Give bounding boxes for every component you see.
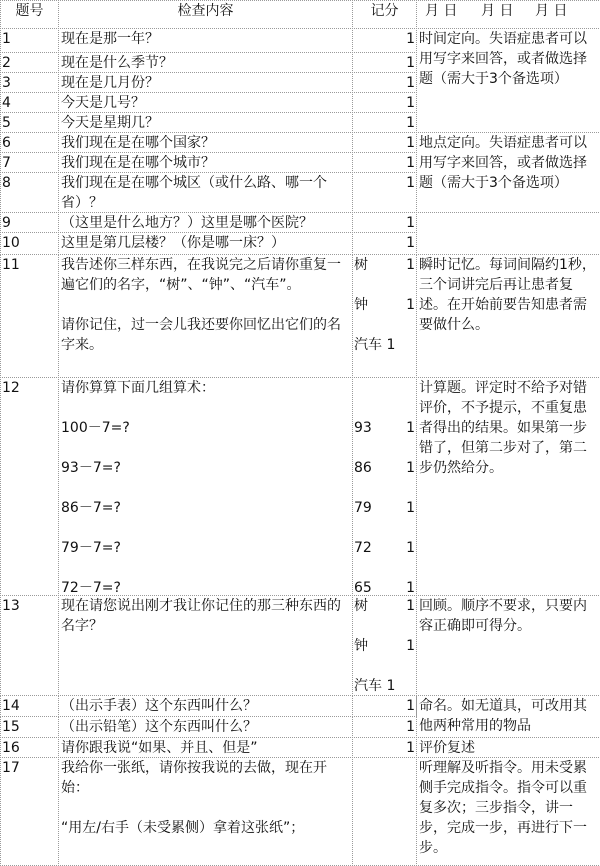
header-score: 记分 [352, 0, 417, 29]
row-number: 8 [0, 172, 59, 213]
row-note: 命名。如无道具，可改用其他两种常用的物品 [416, 695, 600, 738]
score-line [354, 498, 415, 518]
row-note: 听理解及听指令。用未受累侧手完成指令。指令可以重复多次；三步指令，讲一步，完成一步，再进行下一步。 [416, 757, 600, 866]
score-line [354, 717, 415, 737]
score-line [354, 213, 415, 233]
score-label: 汽车 1 [354, 678, 396, 694]
score-point: 1 [406, 698, 415, 714]
row-content: 今天是几号？ [58, 92, 353, 113]
score-point: 1 [406, 215, 415, 231]
header-number: 题号 [0, 0, 59, 29]
row-content: （出示铅笔）这个东西叫什么？ [58, 716, 353, 738]
score-label: 树 [354, 257, 368, 273]
row-content: 我给你一张纸，请你按我说的去做，现在开始： “用左/右手（未受累侧）拿着这张纸”； [58, 757, 353, 866]
header-dates [416, 0, 600, 29]
score-line [354, 295, 415, 315]
score-point: 1 [406, 95, 415, 111]
row-note-empty [416, 212, 600, 255]
score-point: 1 [406, 135, 415, 151]
score-point: 1 [406, 257, 415, 273]
score-line [354, 636, 415, 656]
score-point: 1 [406, 297, 415, 313]
score-point: 1 [406, 500, 415, 516]
row-score [352, 52, 417, 73]
row-note: 回顾。顺序不要求，只要内容正确即可得分。 [416, 595, 600, 696]
score-point: 1 [406, 115, 415, 131]
score-line [354, 335, 415, 355]
row-number: 15 [0, 716, 59, 738]
row-number: 5 [0, 112, 59, 133]
score-point: 1 [406, 31, 415, 47]
score-line [354, 255, 415, 275]
score-point: 1 [406, 719, 415, 735]
header-content: 检查内容 [58, 0, 353, 29]
row-score [352, 695, 417, 717]
row-number: 17 [0, 757, 59, 866]
score-line [354, 73, 415, 93]
row-score [352, 112, 417, 133]
score-line [354, 93, 415, 113]
score-line [354, 153, 415, 173]
header-date: 月 日 [425, 3, 458, 19]
score-point: 1 [406, 580, 415, 596]
row-content: 请你跟我说“如果、并且、但是” [58, 737, 353, 758]
score-line [354, 233, 415, 253]
score-point: 1 [406, 420, 415, 436]
row-score [352, 232, 417, 255]
score-line [354, 29, 415, 49]
row-content: 我们现在是在哪个国家？ [58, 132, 353, 153]
score-line [354, 458, 415, 478]
row-number: 13 [0, 595, 59, 696]
score-label: 86 [354, 460, 372, 476]
score-line [354, 418, 415, 438]
row-score [352, 212, 417, 233]
row-number: 6 [0, 132, 59, 153]
row-content: 现在是什么季节？ [58, 52, 353, 73]
row-content: 现在请您说出刚才我让你记住的那三种东西的名字？ [58, 595, 353, 696]
row-number: 12 [0, 377, 59, 596]
row-score [352, 254, 417, 378]
row-note: 瞬时记忆。每词间隔约1秒，三个词讲完后再让患者复述。在开始前要告知患者需要做什么。 [416, 254, 600, 378]
score-point: 1 [406, 175, 415, 191]
score-label: 钟 [354, 297, 368, 313]
score-label: 79 [354, 500, 372, 516]
row-content: 这里是第几层楼？（你是哪一床？） [58, 232, 353, 255]
score-label: 钟 [354, 638, 368, 654]
score-label: 65 [354, 580, 372, 596]
row-content: 我告述你三样东西，在我说完之后请你重复一遍它们的名字，“树”、“钟”、“汽车”。 请你记住，过一会儿我还要你回忆出它们的名字来。 [58, 254, 353, 378]
row-content: 现在是几月份？ [58, 72, 353, 93]
row-number: 3 [0, 72, 59, 93]
row-score [352, 737, 417, 758]
row-number: 10 [0, 232, 59, 255]
row-content: （这里是什么地方？）这里是哪个医院？ [58, 212, 353, 233]
row-score [352, 152, 417, 173]
row-number: 9 [0, 212, 59, 233]
score-line [354, 696, 415, 716]
score-point: 1 [406, 460, 415, 476]
row-content: （出示手表）这个东西叫什么？ [58, 695, 353, 717]
score-line [354, 596, 415, 616]
row-score [352, 172, 417, 213]
row-number: 7 [0, 152, 59, 173]
row-number: 4 [0, 92, 59, 113]
row-number: 2 [0, 52, 59, 73]
row-note: 地点定向。失语症患者可以用写字来回答，或者做选择题（需大于3个备选项） [416, 132, 600, 213]
score-point: 1 [406, 155, 415, 171]
row-score [352, 377, 417, 596]
row-score [352, 92, 417, 113]
row-content: 我们现在是在哪个城区（或什么路、哪一个省）？ [58, 172, 353, 213]
score-line [354, 113, 415, 133]
score-point: 1 [406, 540, 415, 556]
row-content: 我们现在是在哪个城市？ [58, 152, 353, 173]
score-point: 1 [406, 740, 415, 756]
score-label: 树 [354, 598, 368, 614]
row-note: 评价复述 [416, 737, 600, 758]
score-point: 1 [406, 598, 415, 614]
row-note: 时间定向。失语症患者可以用写字来回答，或者做选择题（需大于3个备选项） [416, 28, 600, 133]
header-date: 月 日 [535, 3, 568, 19]
row-score [352, 72, 417, 93]
row-score [352, 28, 417, 53]
row-score [352, 132, 417, 153]
score-label: 72 [354, 540, 372, 556]
row-number: 16 [0, 737, 59, 758]
score-line [354, 53, 415, 73]
score-point: 1 [406, 235, 415, 251]
score-point: 1 [406, 638, 415, 654]
score-line [354, 738, 415, 758]
score-line [354, 173, 415, 193]
score-point: 1 [406, 55, 415, 71]
score-point: 1 [406, 75, 415, 91]
row-number: 1 [0, 28, 59, 53]
score-label: 93 [354, 420, 372, 436]
row-content: 请你算算下面几组算术： 100－7=? 93－7=? 86－7=? 79－7=? 72－7=? [58, 377, 353, 596]
row-content: 现在是那一年？ [58, 28, 353, 53]
header-date: 月 日 [481, 3, 514, 19]
score-line [354, 578, 415, 596]
row-score [352, 716, 417, 738]
score-line [354, 538, 415, 558]
score-label: 汽车 1 [354, 337, 396, 353]
row-note: 计算题。评定时不给予对错评价，不予提示，不重复患者得出的结果。如果第一步错了，但第二步对了，第二步仍然给分。 [416, 377, 600, 596]
row-score [352, 595, 417, 696]
row-number: 11 [0, 254, 59, 378]
score-line [354, 133, 415, 153]
row-content: 今天是星期几？ [58, 112, 353, 133]
row-number: 14 [0, 695, 59, 717]
row-score [352, 757, 417, 866]
score-line [354, 676, 415, 696]
